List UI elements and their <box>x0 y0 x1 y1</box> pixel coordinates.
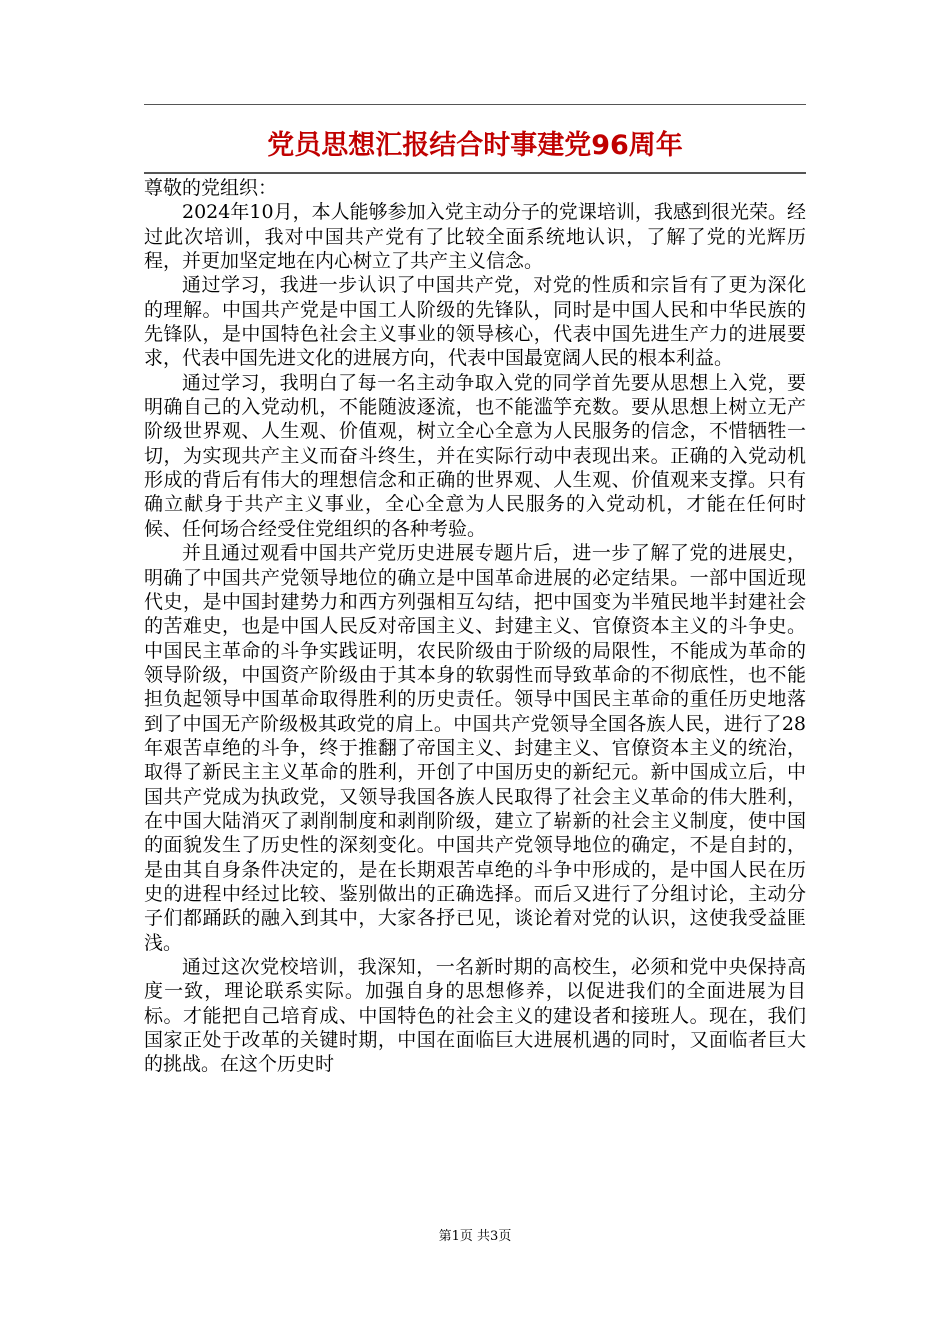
title-underline <box>144 172 806 174</box>
document-body <box>144 176 806 1077</box>
document-title: 党员思想汇报结合时事建党96周年 <box>267 130 683 161</box>
salutation: 尊敬的党组织： <box>144 177 278 199</box>
paragraph-4: 并且通过观看中国共产党历史进展专题片后，进一步了解了党的进展史，明确了中国共产党领导地位的确立是中国革命进展的必定结果。一部中国近现代史，是中国封建势力和西方列强相互勾结，把中国变为半殖民地半封建社会的苦难史，也是中国人民反对帝国主义、封建主义、官僚资本主义的斗争史。中国民主革命的斗争实践证明，农民阶级由于阶级的局限性，不能成为革命的领导阶级，中国资产阶级由于其本身的软弱性而导致革命的不彻底性，也不能担负起领导中国革命取得胜利的历史责任。领导中国民主革命的重任历史地落到了中国无产阶级极其政党的肩上。中国共产党领导全国各族人民，进行了28年艰苦卓绝的斗争，终于推翻了帝国主义、封建主义、官僚资本主义的统治，取得了新民主主义革命的胜利，开创了中国历史的新纪元。新中国成立后，中国共产党成为执政党，又领导我国各族人民取得了社会主义革命的伟大胜利，在中国大陆消灭了剥削制度和剥削阶级，建立了崭新的社会主义制度，使中国的面貌发生了历史性的深刻变化。中国共产党领导地位的确定，不是自封的，是由其自身条件决定的，是在长期艰苦卓绝的斗争中形成的，是中国人民在历史的进程中经过比较、鉴别做出的正确选择。而后又进行了分组讨论，主动分子们都踊跃的融入到其中，大家各抒已见，谈论着对党的认识，这使我受益匪浅。 <box>144 542 806 954</box>
header-rule <box>144 104 806 105</box>
paragraph-2: 通过学习，我进一步认识了中国共产党，对党的性质和宗旨有了更为深化的理解。中国共产党是中国工人阶级的先锋队，同时是中国人民和中华民族的先锋队，是中国特色社会主义事业的领导核心，代表中国先进生产力的进展要求，代表中国先进文化的进展方向，代表中国最宽阔人民的根本利益。 <box>144 274 806 370</box>
paragraph-3: 通过学习，我明白了每一名主动争取入党的同学首先要从思想上入党，要明确自己的入党动机，不能随波逐流，也不能滥竽充数。要从思想上树立无产阶级世界观、人生观、价值观，树立全心全意为人民服务的信念，不惜牺牲一切，为实现共产主义而奋斗终生，并在实际行动中表现出来。正确的入党动机形成的背后有伟大的理想信念和正确的世界观、人生观、价值观来支撑。只有确立献身于共产主义事业，全心全意为人民服务的入党动机，才能在任何时候、任何场合经受住党组织的各种考验。 <box>144 371 806 540</box>
paragraph-1: 2024年10月，本人能够参加入党主动分子的党课培训，我感到很光荣。经过此次培训，我对中国共产党有了比较全面系统地认识，了解了党的光辉历程，并更加坚定地在内心树立了共产主义信念。 <box>144 201 806 273</box>
paragraph-5: 通过这次党校培训，我深知，一名新时期的高校生，必须和党中央保持高度一致，理论联系实际。加强自身的思想修养，以促进我们的全面进展为目标。才能把自己培育成、中国特色的社会主义的建设者和接班人。现在，我们国家正处于改革的关键时期，中国在面临巨大进展机遇的同时，又面临者巨大的挑战。在这个历史时 <box>144 956 806 1076</box>
page-number-footer: 第1页 共3页 <box>438 1229 512 1244</box>
